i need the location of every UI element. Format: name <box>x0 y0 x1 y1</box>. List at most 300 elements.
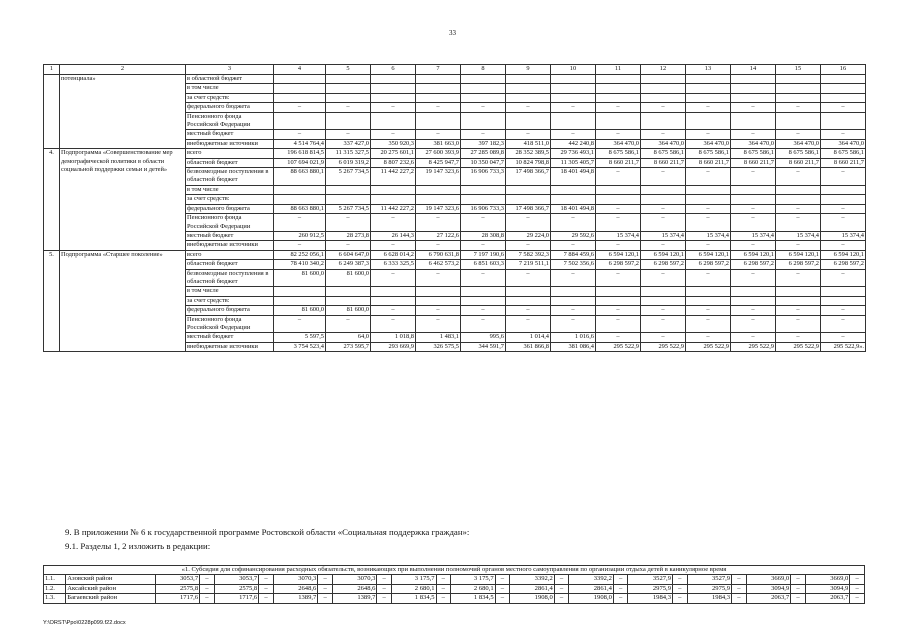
value-cell <box>371 84 416 93</box>
value-cell: 10 824 798,8 <box>506 158 551 167</box>
subsidy-value: 1984,3 <box>628 594 673 603</box>
value-cell <box>641 185 686 194</box>
value-cell <box>506 75 551 84</box>
value-cell <box>731 195 776 204</box>
subsidy-number: 1.1. <box>44 575 66 584</box>
subsidy-value: – <box>377 594 392 603</box>
value-cell: 11 305 405,7 <box>551 158 596 167</box>
value-cell <box>461 296 506 305</box>
subsidy-value: – <box>377 584 392 593</box>
value-cell: – <box>326 241 371 250</box>
value-cell: – <box>461 214 506 232</box>
value-cell: – <box>821 269 866 287</box>
value-cell: 1 018,8 <box>371 333 416 342</box>
value-cell <box>416 296 461 305</box>
subsidy-value: – <box>554 575 569 584</box>
funding-source: внебюджетные источники <box>186 241 274 250</box>
value-cell: – <box>461 306 506 315</box>
value-cell: – <box>551 103 596 112</box>
value-cell: 364 470,0 <box>731 139 776 148</box>
value-cell: – <box>506 306 551 315</box>
value-cell <box>326 195 371 204</box>
value-cell: 6 604 647,0 <box>326 250 371 259</box>
subsidy-value: – <box>259 594 274 603</box>
funding-source: за счет средств: <box>186 93 274 102</box>
value-cell: – <box>596 214 641 232</box>
value-cell: 17 498 366,7 <box>506 168 551 186</box>
value-cell <box>274 112 326 130</box>
value-cell: – <box>776 214 821 232</box>
subsidy-value: – <box>673 594 688 603</box>
value-cell: 107 694 021,9 <box>274 158 326 167</box>
value-cell <box>326 75 371 84</box>
value-cell: – <box>641 315 686 333</box>
value-cell <box>506 93 551 102</box>
funding-source: Пенсионного фонда Российской Федерации <box>186 315 274 333</box>
value-cell: 5 267 734,5 <box>326 168 371 186</box>
subsidy-value: – <box>554 594 569 603</box>
header-cell: 8 <box>461 65 506 75</box>
header-cell: 11 <box>596 65 641 75</box>
value-cell <box>461 185 506 194</box>
subsidy-value: – <box>200 575 215 584</box>
value-cell: – <box>371 306 416 315</box>
value-cell: – <box>551 315 596 333</box>
value-cell <box>274 84 326 93</box>
funding-source: в том числе <box>186 84 274 93</box>
value-cell <box>416 75 461 84</box>
value-cell: 8 660 211,7 <box>821 158 866 167</box>
value-cell: – <box>274 103 326 112</box>
subsidy-value: 3094,9 <box>805 584 850 593</box>
value-cell <box>596 287 641 296</box>
value-cell: 15 374,4 <box>596 231 641 240</box>
value-cell: – <box>416 130 461 139</box>
funding-source: в областной бюджет <box>186 75 274 84</box>
value-cell: 295 522,9 <box>641 342 686 351</box>
value-cell <box>641 287 686 296</box>
value-cell: – <box>596 241 641 250</box>
value-cell: 6 594 120,1 <box>731 250 776 259</box>
value-cell: – <box>641 269 686 287</box>
value-cell <box>686 84 731 93</box>
value-cell: – <box>326 103 371 112</box>
subsidy-value: 3070,3 <box>332 575 377 584</box>
subsidy-value: – <box>613 584 628 593</box>
value-cell: – <box>416 103 461 112</box>
value-cell <box>776 84 821 93</box>
funding-source: внебюджетные источники <box>186 139 274 148</box>
value-cell: 81 600,0 <box>274 306 326 315</box>
value-cell: 8 675 586,1 <box>686 149 731 158</box>
value-cell: 295 522,9 <box>686 342 731 351</box>
value-cell <box>641 112 686 130</box>
value-cell <box>371 287 416 296</box>
value-cell: 11 315 327,5 <box>326 149 371 158</box>
value-cell: 8 425 947,7 <box>416 158 461 167</box>
subsidy-value: 2648,6 <box>273 584 318 593</box>
value-cell: 17 498 366,7 <box>506 204 551 213</box>
value-cell <box>274 296 326 305</box>
value-cell: – <box>731 204 776 213</box>
header-cell: 1 <box>44 65 60 75</box>
value-cell: – <box>274 241 326 250</box>
subsidy-value: 3392,2 <box>569 575 614 584</box>
value-cell: – <box>731 269 776 287</box>
value-cell <box>551 296 596 305</box>
value-cell <box>371 185 416 194</box>
value-cell: 7 884 459,6 <box>551 250 596 259</box>
funding-source: областной бюджет <box>186 260 274 269</box>
subsidy-row <box>44 584 865 593</box>
funding-source: всего <box>186 149 274 158</box>
header-cell: 12 <box>641 65 686 75</box>
value-cell: – <box>686 204 731 213</box>
value-cell: – <box>731 130 776 139</box>
value-cell: – <box>821 103 866 112</box>
value-cell: – <box>326 130 371 139</box>
subsidy-value: 3094,9 <box>746 584 791 593</box>
value-cell: 5 267 734,5 <box>326 204 371 213</box>
value-cell <box>686 93 731 102</box>
value-cell: 88 663 880,1 <box>274 204 326 213</box>
value-cell: 8 660 211,7 <box>596 158 641 167</box>
value-cell <box>551 195 596 204</box>
value-cell <box>551 287 596 296</box>
value-cell: – <box>821 306 866 315</box>
value-cell: – <box>506 269 551 287</box>
value-cell: 29 592,6 <box>551 231 596 240</box>
subsidy-value: 2575,8 <box>214 584 259 593</box>
funding-source: федерального бюджета <box>186 306 274 315</box>
value-cell <box>371 75 416 84</box>
value-cell: 364 470,0 <box>821 139 866 148</box>
value-cell: – <box>641 103 686 112</box>
value-cell: – <box>641 241 686 250</box>
value-cell: 364 470,0 <box>641 139 686 148</box>
value-cell: 10 350 047,7 <box>461 158 506 167</box>
value-cell: 78 410 340,2 <box>274 260 326 269</box>
subsidy-value: – <box>613 575 628 584</box>
subsidy-value: – <box>791 584 806 593</box>
subsidy-value: 1908,0 <box>569 594 614 603</box>
value-cell: 29 736 493,1 <box>551 149 596 158</box>
subsidy-title: «1. Субсидия для софинансирования расходных обязательств, возникающих при выполнении полномочий органов местного самоуправления по организации отдыха детей в каникулярное время <box>44 566 865 575</box>
value-cell <box>551 75 596 84</box>
value-cell <box>776 287 821 296</box>
subsidy-value: 3669,0 <box>746 575 791 584</box>
value-cell <box>776 195 821 204</box>
header-row <box>44 65 866 75</box>
subsidy-value: – <box>850 584 865 593</box>
value-cell: 6 594 120,1 <box>596 250 641 259</box>
table-row <box>44 149 866 158</box>
value-cell <box>596 112 641 130</box>
value-cell: 350 920,3 <box>371 139 416 148</box>
value-cell <box>596 296 641 305</box>
program-name: потенциала» <box>60 75 186 149</box>
header-cell: 15 <box>776 65 821 75</box>
funding-source: в том числе <box>186 287 274 296</box>
funding-source: областной бюджет <box>186 158 274 167</box>
value-cell: 20 275 601,1 <box>371 149 416 158</box>
subsidy-value: 1717,6 <box>155 594 200 603</box>
value-cell: 196 618 814,5 <box>274 149 326 158</box>
value-cell: – <box>416 315 461 333</box>
subsidy-value: 2861,4 <box>510 584 555 593</box>
row-number <box>44 75 60 149</box>
value-cell: 82 252 056,1 <box>274 250 326 259</box>
value-cell <box>371 93 416 102</box>
value-cell <box>371 195 416 204</box>
value-cell: – <box>506 241 551 250</box>
subsidy-value: 1389,7 <box>332 594 377 603</box>
value-cell: 27 285 089,8 <box>461 149 506 158</box>
value-cell: – <box>641 214 686 232</box>
value-cell: – <box>641 130 686 139</box>
value-cell <box>461 75 506 84</box>
value-cell: 5 597,5 <box>274 333 326 342</box>
funding-source: внебюджетные источники <box>186 342 274 351</box>
value-cell: – <box>731 306 776 315</box>
value-cell: – <box>731 315 776 333</box>
value-cell: 6 249 387,3 <box>326 260 371 269</box>
table-row <box>44 75 866 84</box>
value-cell: 64,0 <box>326 333 371 342</box>
value-cell: 11 442 227,2 <box>371 168 416 186</box>
value-cell: 6 462 573,2 <box>416 260 461 269</box>
value-cell: – <box>371 315 416 333</box>
subsidy-row <box>44 594 865 603</box>
value-cell: – <box>821 241 866 250</box>
value-cell: – <box>371 130 416 139</box>
subsidy-value: 1389,7 <box>273 594 318 603</box>
subsidy-value: 3053,7 <box>155 575 200 584</box>
subsidy-value: – <box>259 575 274 584</box>
header-cell: 6 <box>371 65 416 75</box>
subsidy-value: 3 175,7 <box>391 575 436 584</box>
value-cell: – <box>776 333 821 342</box>
subsidy-value: 1908,0 <box>510 594 555 603</box>
budget-table <box>43 64 866 352</box>
value-cell <box>821 287 866 296</box>
subsidy-value: – <box>200 594 215 603</box>
value-cell: 995,6 <box>461 333 506 342</box>
funding-source: федерального бюджета <box>186 103 274 112</box>
value-cell: 6 298 597,2 <box>731 260 776 269</box>
value-cell: 11 442 227,2 <box>371 204 416 213</box>
value-cell <box>686 75 731 84</box>
value-cell <box>551 185 596 194</box>
paragraph-9-1: 9.1. Разделы 1, 2 изложить в редакции: <box>65 541 211 551</box>
value-cell: 344 591,7 <box>461 342 506 351</box>
value-cell: 6 298 597,2 <box>596 260 641 269</box>
subsidy-value: 2063,7 <box>805 594 850 603</box>
value-cell: 6 298 597,2 <box>686 260 731 269</box>
value-cell: – <box>461 315 506 333</box>
value-cell: – <box>506 103 551 112</box>
value-cell <box>686 185 731 194</box>
value-cell: – <box>416 306 461 315</box>
value-cell: 361 866,8 <box>506 342 551 351</box>
value-cell <box>686 112 731 130</box>
value-cell: – <box>686 214 731 232</box>
value-cell <box>821 93 866 102</box>
value-cell <box>274 195 326 204</box>
value-cell <box>416 84 461 93</box>
value-cell: – <box>371 103 416 112</box>
value-cell: 6 019 319,2 <box>326 158 371 167</box>
value-cell: – <box>596 333 641 342</box>
value-cell <box>326 296 371 305</box>
value-cell: – <box>596 168 641 186</box>
subsidy-value: 3053,7 <box>214 575 259 584</box>
subsidy-value: 3527,9 <box>687 575 732 584</box>
value-cell <box>326 112 371 130</box>
value-cell: – <box>461 130 506 139</box>
subsidy-value: – <box>495 584 510 593</box>
subsidy-value: 3669,0 <box>805 575 850 584</box>
value-cell: 7 197 190,6 <box>461 250 506 259</box>
value-cell: 6 594 120,1 <box>641 250 686 259</box>
funding-source: за счет средств: <box>186 296 274 305</box>
value-cell: 381 086,4 <box>551 342 596 351</box>
value-cell: 8 660 211,7 <box>641 158 686 167</box>
subsidy-value: 1 834,5 <box>391 594 436 603</box>
value-cell: – <box>776 269 821 287</box>
value-cell <box>461 112 506 130</box>
value-cell: – <box>686 130 731 139</box>
value-cell <box>371 296 416 305</box>
value-cell: – <box>776 204 821 213</box>
value-cell: 8 660 211,7 <box>686 158 731 167</box>
subsidy-value: – <box>613 594 628 603</box>
value-cell <box>776 296 821 305</box>
value-cell: – <box>596 130 641 139</box>
value-cell <box>641 93 686 102</box>
value-cell <box>506 112 551 130</box>
value-cell <box>731 93 776 102</box>
value-cell: – <box>686 241 731 250</box>
value-cell: 16 906 733,3 <box>461 168 506 186</box>
subsidy-value: – <box>791 575 806 584</box>
value-cell: – <box>461 103 506 112</box>
value-cell: – <box>821 214 866 232</box>
header-cell: 3 <box>186 65 274 75</box>
value-cell: 8 660 211,7 <box>731 158 776 167</box>
value-cell <box>416 195 461 204</box>
value-cell: 442 240,8 <box>551 139 596 148</box>
value-cell <box>821 112 866 130</box>
value-cell: 8 807 232,6 <box>371 158 416 167</box>
value-cell: 6 298 597,2 <box>641 260 686 269</box>
value-cell <box>596 195 641 204</box>
value-cell <box>461 84 506 93</box>
value-cell <box>596 75 641 84</box>
header-cell: 10 <box>551 65 596 75</box>
subsidy-value: 2575,8 <box>155 584 200 593</box>
value-cell: – <box>821 333 866 342</box>
subsidy-value: – <box>495 575 510 584</box>
value-cell: 7 582 392,3 <box>506 250 551 259</box>
subsidy-value: – <box>495 594 510 603</box>
funding-source: Пенсионного фонда Российской Федерации <box>186 112 274 130</box>
value-cell <box>551 84 596 93</box>
subsidy-value: – <box>732 594 747 603</box>
value-cell: 295 522,9 <box>731 342 776 351</box>
row-number: 4. <box>44 149 60 250</box>
funding-source: всего <box>186 250 274 259</box>
header-cell: 16 <box>821 65 866 75</box>
value-cell <box>326 287 371 296</box>
value-cell <box>461 93 506 102</box>
value-cell: – <box>776 130 821 139</box>
value-cell: 19 147 323,6 <box>416 204 461 213</box>
value-cell: – <box>641 333 686 342</box>
value-cell: 6 790 631,8 <box>416 250 461 259</box>
value-cell: – <box>776 168 821 186</box>
subsidy-value: – <box>377 575 392 584</box>
value-cell: 16 906 733,3 <box>461 204 506 213</box>
file-path: Y:\ORST\Ppo\0228p099.f22.docx <box>43 620 126 626</box>
value-cell: – <box>551 130 596 139</box>
value-cell: 381 663,0 <box>416 139 461 148</box>
subsidy-value: – <box>200 584 215 593</box>
value-cell: 6 594 120,1 <box>821 250 866 259</box>
funding-source: безвозмездные поступления в областной бюджет <box>186 168 274 186</box>
value-cell <box>776 75 821 84</box>
value-cell: 8 675 586,1 <box>821 149 866 158</box>
subsidy-value: 3527,9 <box>628 575 673 584</box>
value-cell: 418 511,0 <box>506 139 551 148</box>
value-cell: 1 483,1 <box>416 333 461 342</box>
value-cell <box>596 84 641 93</box>
value-cell <box>416 112 461 130</box>
value-cell: – <box>551 241 596 250</box>
value-cell: – <box>551 269 596 287</box>
value-cell <box>821 296 866 305</box>
subsidy-value: 1 834,5 <box>451 594 496 603</box>
subsidy-value: – <box>791 594 806 603</box>
value-cell <box>274 93 326 102</box>
value-cell: 364 470,0 <box>776 139 821 148</box>
program-name: Подпрограмма «Старшее поколение» <box>60 250 186 351</box>
subsidy-value: 2 680,1 <box>451 584 496 593</box>
value-cell: 6 298 597,2 <box>821 260 866 269</box>
district-name: Аксайский район <box>66 584 155 593</box>
subsidy-value: 3 175,7 <box>451 575 496 584</box>
value-cell: – <box>416 241 461 250</box>
value-cell <box>731 185 776 194</box>
paragraph-9: 9. В приложении № 6 к государственной программе Ростовской области «Социальная поддержка граждан»: <box>65 527 470 537</box>
value-cell: 295 522,9 <box>776 342 821 351</box>
table-row <box>44 250 866 259</box>
value-cell: 8 675 586,1 <box>641 149 686 158</box>
value-cell: 397 182,3 <box>461 139 506 148</box>
value-cell: – <box>461 241 506 250</box>
value-cell: – <box>326 214 371 232</box>
value-cell: 7 219 511,1 <box>506 260 551 269</box>
value-cell <box>326 84 371 93</box>
value-cell: – <box>641 204 686 213</box>
value-cell: – <box>416 269 461 287</box>
value-cell <box>596 93 641 102</box>
value-cell: 28 273,8 <box>326 231 371 240</box>
subsidy-value: 2 680,1 <box>391 584 436 593</box>
value-cell <box>274 185 326 194</box>
value-cell: – <box>371 214 416 232</box>
value-cell: 293 669,9 <box>371 342 416 351</box>
